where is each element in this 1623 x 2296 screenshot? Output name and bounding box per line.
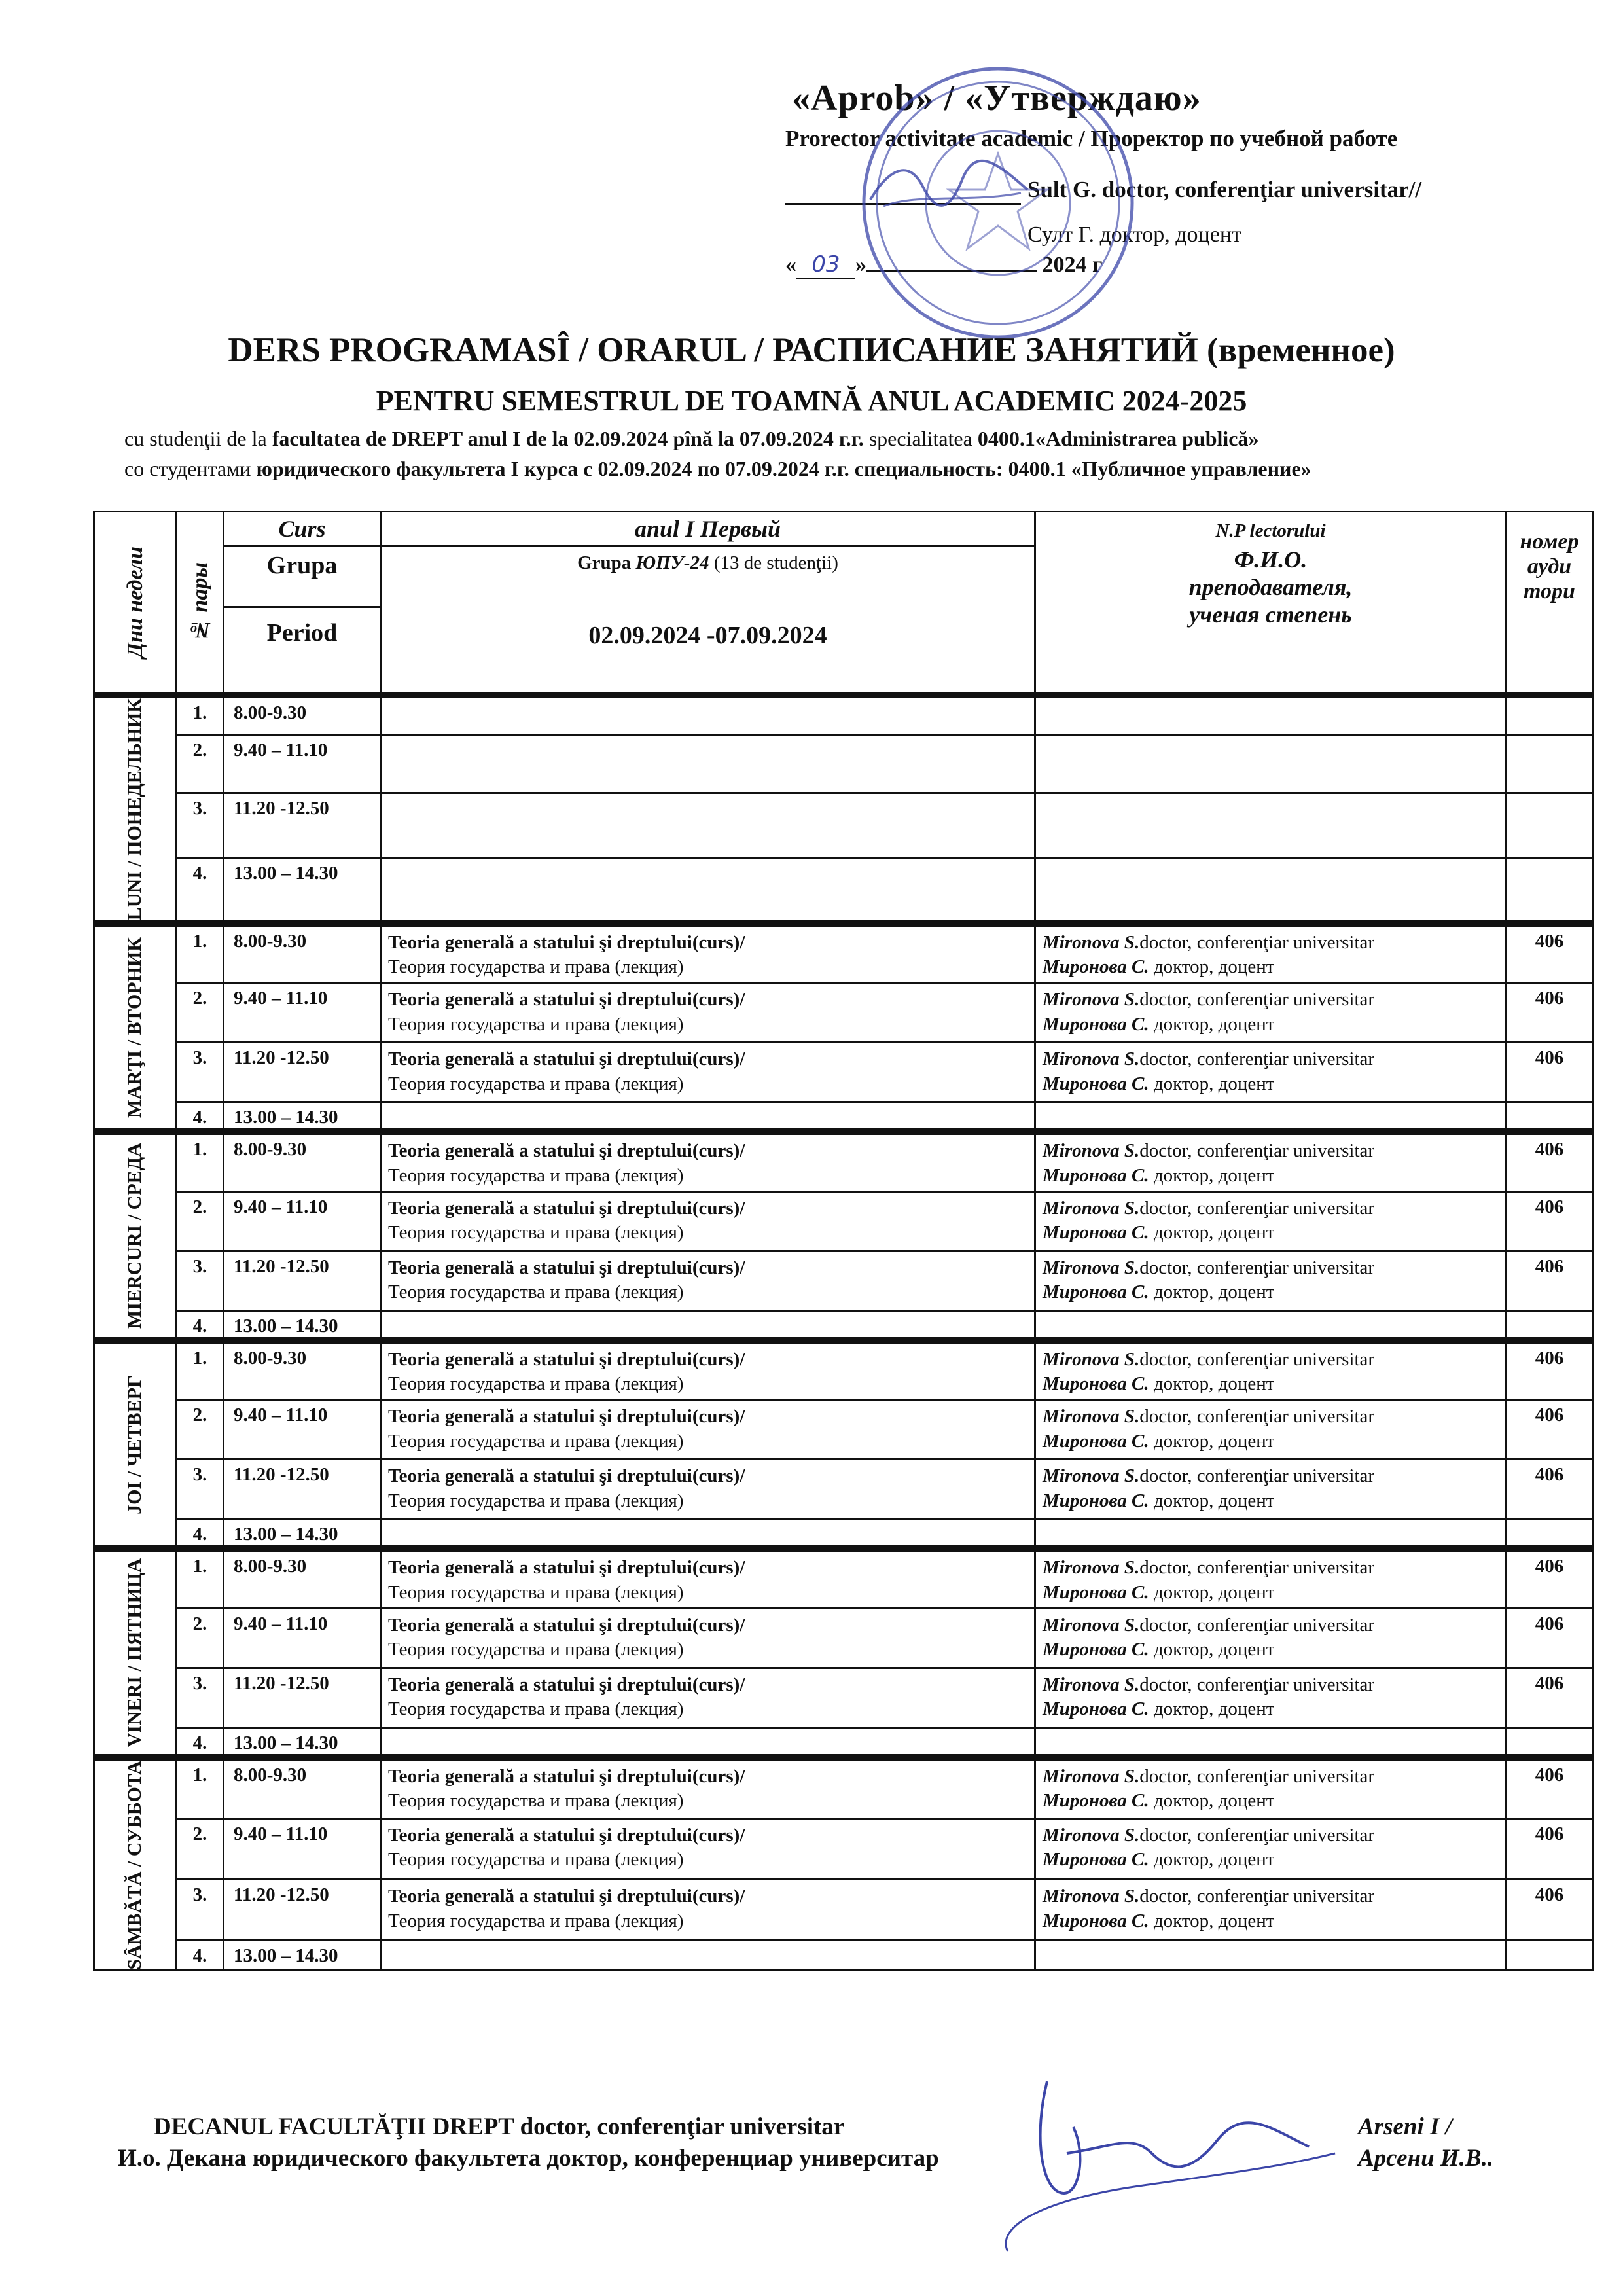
table-header-row [94,512,1593,695]
lecturer-name-ru: Миронова С. [1043,1790,1149,1812]
lecturer-name-ru: Миронова С. [1043,1910,1149,1931]
day-name: MARŢI / ВТОРНИК [124,937,146,1118]
room-cell: 406 [1507,1132,1593,1191]
subject-cell [381,1818,1035,1879]
table-row [94,734,1593,793]
day-cell [94,924,177,1132]
table-row [94,1608,1593,1668]
lecturer-title-ru: доктор, доцент [1149,1073,1275,1094]
subtitle-ro-part-b: facultatea de DREPT anul I de la 02.09.2024 pînă la 07.09.2024 г.г. [272,427,864,450]
room-cell-empty [1507,734,1593,793]
day-cell [94,1757,177,1971]
header-group [381,512,1035,695]
header-lecturer-ru2: ученая степень [1189,601,1352,628]
dean-title-ru: И.о. Декана юридического факультета доктор, конференциар университар [118,2145,939,2172]
pair-number: 1. [177,1757,224,1818]
lecturer-cell [1035,1608,1507,1668]
pair-number: 1. [177,1549,224,1608]
subject-ru: Теория государства и права (лекция) [388,1790,684,1812]
date-quote-open: « [785,253,796,277]
day-name: VINERI / ПЯТНИЦА [124,1558,146,1748]
pair-number: 1. [177,1340,224,1400]
lecturer-name-ro: Mironova S. [1043,1348,1140,1370]
lecturer-title-ru: доктор, доцент [1149,1490,1275,1511]
table-row [94,1102,1593,1132]
approval-signatory: Sult G. doctor, conferenţiar universitar// [1027,177,1422,202]
subject-ro: Teoria generală a statului şi dreptului(curs)/ [388,1614,745,1636]
approval-signatory-ru: Султ Г. доктор, доцент [1027,223,1241,247]
dean-name-ro: Arseni I / [1358,2113,1452,2140]
pair-time: 8.00-9.30 [224,1757,381,1818]
dean-name-ru: Арсени И.В.. [1358,2145,1494,2172]
lecturer-cell-empty [1035,1519,1507,1549]
subject-cell-empty [381,1102,1035,1132]
pair-time: 9.40 – 11.10 [224,1191,381,1251]
header-pair-label: № пары [187,562,212,642]
subject-cell [381,1608,1035,1668]
day-name: MIERCURI / СРЕДА [124,1143,146,1329]
subject-cell [381,1191,1035,1251]
subject-ro: Teoria generală a statului şi dreptului(curs)/ [388,1257,745,1278]
lecturer-name-ro: Mironova S. [1043,1557,1140,1579]
approval-title: «Aprob» / «Утверждаю» [792,78,1202,118]
lecturer-name-ro: Mironova S. [1043,1406,1140,1427]
table-row [94,858,1593,924]
pair-number: 2. [177,983,224,1043]
table-row [94,1757,1593,1818]
subject-cell [381,1879,1035,1940]
pair-time: 8.00-9.30 [224,1340,381,1400]
header-grupa: Grupa [224,547,380,608]
lecturer-name-ro: Mironova S. [1043,1257,1140,1278]
table-row [94,1727,1593,1757]
subject-ru: Теория государства и права (лекция) [388,1164,684,1186]
subject-cell [381,1340,1035,1400]
lecturer-name-ru: Миронова С. [1043,1639,1149,1660]
subject-cell [381,1400,1035,1460]
pair-number: 4. [177,1519,224,1549]
header-group-prefix: Grupa [577,552,636,573]
subject-cell [381,924,1035,983]
pair-number: 3. [177,1879,224,1940]
subject-ru: Теория государства и права (лекция) [388,1698,684,1720]
pair-number: 1. [177,695,224,735]
lecturer-name-ru: Миронова С. [1043,1430,1149,1452]
subtitle-ru-part-b: юридического факультета I курса с 02.09.2024 по 07.09.2024 г.г. специальность: 0400.1 «Публичное управление» [256,457,1311,480]
pair-time: 8.00-9.30 [224,924,381,983]
pair-number: 1. [177,924,224,983]
lecturer-name-ru: Миронова С. [1043,1282,1149,1303]
pair-number: 1. [177,1132,224,1191]
table-row [94,1519,1593,1549]
lecturer-cell [1035,1757,1507,1818]
header-curs-grupa-period [224,512,381,695]
subject-cell-empty [381,858,1035,924]
header-year: anul I Первый [382,512,1034,547]
lecturer-name-ru: Миронова С. [1043,956,1149,978]
header-period-dates: 02.09.2024 -07.09.2024 [588,622,827,649]
lecturer-title-ro: doctor, conferenţiar universitar [1139,1674,1375,1695]
room-cell: 406 [1507,983,1593,1043]
lecturer-title-ro: doctor, conferenţiar universitar [1139,1465,1375,1487]
subject-cell [381,1251,1035,1310]
subject-ro: Teoria generală a statului şi dreptului(curs)/ [388,1765,745,1787]
table-row [94,924,1593,983]
lecturer-cell [1035,983,1507,1043]
lecturer-title-ru: доктор, доцент [1149,1013,1275,1035]
pair-time: 13.00 – 14.30 [224,1727,381,1757]
lecturer-cell [1035,1043,1507,1102]
header-lecturer-fio: Ф.И.О. [1234,547,1308,573]
pair-time: 11.20 -12.50 [224,793,381,858]
pair-time: 11.20 -12.50 [224,1879,381,1940]
lecturer-title-ro: doctor, conferenţiar universitar [1139,1049,1375,1070]
subject-ru: Теория государства и права (лекция) [388,1282,684,1303]
room-cell-empty [1507,793,1593,858]
lecturer-name-ru: Миронова С. [1043,1849,1149,1871]
header-day [94,512,177,695]
lecturer-name-ru: Миронова С. [1043,1164,1149,1186]
subject-cell-empty [381,695,1035,735]
lecturer-name-ro: Mironova S. [1043,1197,1140,1219]
pair-number: 3. [177,793,224,858]
pair-number: 2. [177,1818,224,1879]
subject-ru: Теория государства и права (лекция) [388,1430,684,1452]
lecturer-title-ro: doctor, conferenţiar universitar [1139,1257,1375,1278]
lecturer-name-ro: Mironova S. [1043,1765,1140,1787]
subject-cell [381,1460,1035,1519]
pair-number: 3. [177,1668,224,1727]
header-curs: Curs [224,512,380,547]
lecturer-cell-empty [1035,1941,1507,1971]
lecturer-name-ru: Миронова С. [1043,1373,1149,1395]
schedule-table [93,511,1594,1971]
header-group-name: ЮПУ-24 [635,552,709,573]
pair-time: 13.00 – 14.30 [224,1310,381,1340]
subject-cell-empty [381,793,1035,858]
subtitle-ru [124,457,1311,481]
lecturer-title-ru: доктор, доцент [1149,1164,1275,1186]
lecturer-cell-empty [1035,1310,1507,1340]
subject-ru: Теория государства и права (лекция) [388,956,684,978]
subject-ru: Теория государства и права (лекция) [388,1373,684,1395]
table-row [94,1460,1593,1519]
subject-ro: Teoria generală a statului şi dreptului(curs)/ [388,1465,745,1487]
lecturer-title-ro: doctor, conferenţiar universitar [1139,1406,1375,1427]
subject-cell-empty [381,734,1035,793]
lecturer-name-ru: Миронова С. [1043,1222,1149,1244]
subtitle-ro-part-a: cu studenţii de la [124,427,272,450]
lecturer-title-ru: доктор, доцент [1149,956,1275,978]
table-row [94,983,1593,1043]
lecturer-title-ru: доктор, доцент [1149,1581,1275,1603]
room-cell-empty [1507,1310,1593,1340]
lecturer-title-ro: doctor, conferenţiar universitar [1139,1824,1375,1846]
day-name: JOI / ЧЕТВЕРГ [124,1374,146,1515]
header-day-label: Дни недели [122,546,147,658]
subject-ro: Teoria generală a statului şi dreptului(curs)/ [388,1197,745,1219]
pair-number: 3. [177,1043,224,1102]
room-cell: 406 [1507,1400,1593,1460]
pair-time: 9.40 – 11.10 [224,1400,381,1460]
pair-time: 9.40 – 11.10 [224,1608,381,1668]
lecturer-name-ro: Mironova S. [1043,1614,1140,1636]
pair-number: 3. [177,1460,224,1519]
lecturer-name-ro: Mironova S. [1043,1885,1140,1907]
subject-cell [381,1668,1035,1727]
lecturer-title-ru: доктор, доцент [1149,1790,1275,1812]
lecturer-cell [1035,1251,1507,1310]
pair-time: 9.40 – 11.10 [224,734,381,793]
subject-ro: Teoria generală a statului şi dreptului(curs)/ [388,989,745,1011]
room-cell: 406 [1507,1251,1593,1310]
lecturer-name-ro: Mironova S. [1043,989,1140,1011]
header-period: Period [266,619,338,647]
lecturer-title-ru: доктор, доцент [1149,1222,1275,1244]
room-cell: 406 [1507,1460,1593,1519]
dean-title-ro: DECANUL FACULTĂŢII DREPT doctor, conferenţiar universitar [154,2113,845,2140]
lecturer-cell-empty [1035,858,1507,924]
subject-ro: Teoria generală a statului şi dreptului(curs)/ [388,931,745,953]
pair-time: 8.00-9.30 [224,695,381,735]
page-title: DERS PROGRAMASÎ / ORARUL / РАСПИСАНИЕ ЗАНЯТИЙ (временное) [228,331,1395,369]
lecturer-title-ro: doctor, conferenţiar universitar [1139,1885,1375,1907]
subject-cell-empty [381,1519,1035,1549]
pair-time: 8.00-9.30 [224,1132,381,1191]
pair-time: 11.20 -12.50 [224,1251,381,1310]
subtitle-ro [124,427,1258,451]
subject-ru: Теория государства и права (лекция) [388,1639,684,1660]
subject-ru: Теория государства и права (лекция) [388,1581,684,1603]
lecturer-cell [1035,924,1507,983]
prorector-signature-icon [864,154,1034,226]
header-lecturer-ru1: преподавателя, [1188,574,1353,600]
lecturer-title-ru: доктор, доцент [1149,1282,1275,1303]
lecturer-title-ro: doctor, conferenţiar universitar [1139,1765,1375,1787]
table-row [94,1340,1593,1400]
room-cell-empty [1507,1941,1593,1971]
lecturer-cell-empty [1035,1102,1507,1132]
table-row [94,695,1593,735]
pair-number: 4. [177,1310,224,1340]
lecturer-title-ru: доктор, доцент [1149,1698,1275,1720]
lecturer-cell [1035,1340,1507,1400]
day-cell [94,1549,177,1757]
subject-cell-empty [381,1727,1035,1757]
lecturer-cell [1035,1668,1507,1727]
subject-ro: Teoria generală a statului şi dreptului(curs)/ [388,1674,745,1695]
day-cell [94,1132,177,1340]
pair-number: 4. [177,1941,224,1971]
subject-ro: Teoria generală a statului şi dreptului(curs)/ [388,1348,745,1370]
lecturer-name-ro: Mironova S. [1043,1140,1140,1162]
day-cell [94,1340,177,1549]
pair-time: 13.00 – 14.30 [224,1941,381,1971]
subject-ro: Teoria generală a statului şi dreptului(curs)/ [388,1140,745,1162]
room-cell: 406 [1507,924,1593,983]
header-group-count: (13 de studenţii) [709,552,838,573]
table-row [94,1818,1593,1879]
table-row [94,1043,1593,1102]
lecturer-title-ro: doctor, conferenţiar universitar [1139,1140,1375,1162]
pair-number: 4. [177,858,224,924]
lecturer-title-ro: doctor, conferenţiar universitar [1139,931,1375,953]
header-room-1: номер [1520,529,1579,554]
header-room-2: ауди [1527,554,1572,579]
header-group-line [382,547,1034,609]
lecturer-cell [1035,1879,1507,1940]
lecturer-name-ro: Mironova S. [1043,1674,1140,1695]
subject-ru: Теория государства и права (лекция) [388,1222,684,1244]
lecturer-title-ro: doctor, conferenţiar universitar [1139,1557,1375,1579]
header-room [1507,512,1593,695]
lecturer-title-ru: доктор, доцент [1149,1373,1275,1395]
lecturer-title-ru: доктор, доцент [1149,1910,1275,1931]
lecturer-cell [1035,1400,1507,1460]
header-lecturer-ro: N.P lectorului [1215,520,1326,541]
table-row [94,1549,1593,1608]
date-year: 2024 г [1042,253,1103,277]
pair-time: 13.00 – 14.30 [224,1519,381,1549]
room-cell: 406 [1507,1043,1593,1102]
subject-ro: Teoria generală a statului şi dreptului(curs)/ [388,1557,745,1579]
room-cell: 406 [1507,1608,1593,1668]
room-cell: 406 [1507,1340,1593,1400]
table-row [94,1879,1593,1940]
schedule-body [94,695,1593,1971]
lecturer-title-ru: доктор, доцент [1149,1430,1275,1452]
subject-ro: Teoria generală a statului şi dreptului(curs)/ [388,1885,745,1907]
subject-cell [381,1043,1035,1102]
pair-time: 9.40 – 11.10 [224,983,381,1043]
subtitle-ro-part-c: specialitatea [863,427,978,450]
day-cell [94,695,177,924]
lecturer-title-ru: доктор, доцент [1149,1639,1275,1660]
pair-number: 2. [177,734,224,793]
lecturer-name-ro: Mironova S. [1043,931,1140,953]
table-row [94,1941,1593,1971]
subject-cell [381,1757,1035,1818]
pair-number: 3. [177,1251,224,1310]
lecturer-cell-empty [1035,695,1507,735]
lecturer-cell [1035,1549,1507,1608]
table-row [94,793,1593,858]
subject-ro: Teoria generală a statului şi dreptului(curs)/ [388,1824,745,1846]
room-cell-empty [1507,1519,1593,1549]
table-row [94,1668,1593,1727]
pair-time: 11.20 -12.50 [224,1043,381,1102]
table-row [94,1400,1593,1460]
subject-cell [381,983,1035,1043]
lecturer-cell [1035,1132,1507,1191]
lecturer-cell [1035,1191,1507,1251]
lecturer-name-ro: Mironova S. [1043,1465,1140,1487]
lecturer-cell-empty [1035,734,1507,793]
room-cell-empty [1507,1727,1593,1757]
lecturer-name-ru: Миронова С. [1043,1013,1149,1035]
subtitle-ru-part-a: со студентами [124,457,257,480]
dean-signature-icon [969,2055,1361,2271]
subject-ro: Teoria generală a statului şi dreptului(curs)/ [388,1406,745,1427]
pair-number: 2. [177,1400,224,1460]
lecturer-title-ro: doctor, conferenţiar universitar [1139,989,1375,1011]
pair-number: 2. [177,1608,224,1668]
lecturer-title-ro: doctor, conferenţiar universitar [1139,1348,1375,1370]
room-cell: 406 [1507,1668,1593,1727]
day-name: SÂMBĂTĂ / СУББОТА [124,1760,146,1970]
day-name: LUNI / ПОНЕДЕЛЬНИК [124,698,146,920]
lecturer-name-ru: Миронова С. [1043,1490,1149,1511]
pair-time: 13.00 – 14.30 [224,858,381,924]
subject-cell [381,1549,1035,1608]
page-subtitle: PENTRU SEMESTRUL DE TOAMNĂ ANUL ACADEMIC 2024-2025 [376,385,1247,417]
header-room-3: тори [1524,579,1575,603]
room-cell: 406 [1507,1757,1593,1818]
table-row [94,1132,1593,1191]
lecturer-name-ru: Миронова С. [1043,1581,1149,1603]
date-quote-close: » [855,253,866,277]
approval-position: Prorector activitate academic / Проректор по учебной работе [785,126,1398,151]
table-row [94,1191,1593,1251]
subject-cell [381,1132,1035,1191]
pair-time: 9.40 – 11.10 [224,1818,381,1879]
subject-ru: Теория государства и права (лекция) [388,1013,684,1035]
room-cell-empty [1507,1102,1593,1132]
subject-ru: Теория государства и права (лекция) [388,1490,684,1511]
room-cell: 406 [1507,1818,1593,1879]
pair-time: 8.00-9.30 [224,1549,381,1608]
lecturer-cell [1035,1818,1507,1879]
subject-cell-empty [381,1941,1035,1971]
subject-ro: Teoria generală a statului şi dreptului(curs)/ [388,1049,745,1070]
pair-number: 2. [177,1191,224,1251]
pair-time: 13.00 – 14.30 [224,1102,381,1132]
lecturer-title-ro: doctor, conferenţiar universitar [1139,1197,1375,1219]
lecturer-title-ru: доктор, доцент [1149,1849,1275,1871]
date-day: 03 [796,251,855,279]
pair-number: 4. [177,1727,224,1757]
room-cell: 406 [1507,1549,1593,1608]
subject-ru: Теория государства и права (лекция) [388,1910,684,1931]
subject-ru: Теория государства и права (лекция) [388,1849,684,1871]
lecturer-name-ru: Миронова С. [1043,1073,1149,1094]
header-pair [177,512,224,695]
room-cell: 406 [1507,1879,1593,1940]
table-row [94,1310,1593,1340]
lecturer-cell-empty [1035,793,1507,858]
header-lecturer [1035,512,1507,695]
room-cell-empty [1507,695,1593,735]
pair-time: 11.20 -12.50 [224,1668,381,1727]
pair-time: 11.20 -12.50 [224,1460,381,1519]
lecturer-name-ru: Миронова С. [1043,1698,1149,1720]
room-cell: 406 [1507,1191,1593,1251]
subject-ru: Теория государства и права (лекция) [388,1073,684,1094]
subject-cell-empty [381,1310,1035,1340]
subtitle-ro-part-d: 0400.1«Administrarea publică» [977,427,1259,450]
pair-number: 4. [177,1102,224,1132]
room-cell-empty [1507,858,1593,924]
lecturer-cell [1035,1460,1507,1519]
lecturer-name-ro: Mironova S. [1043,1049,1140,1070]
lecturer-name-ro: Mironova S. [1043,1824,1140,1846]
table-row [94,1251,1593,1310]
lecturer-cell-empty [1035,1727,1507,1757]
lecturer-title-ro: doctor, conferenţiar universitar [1139,1614,1375,1636]
